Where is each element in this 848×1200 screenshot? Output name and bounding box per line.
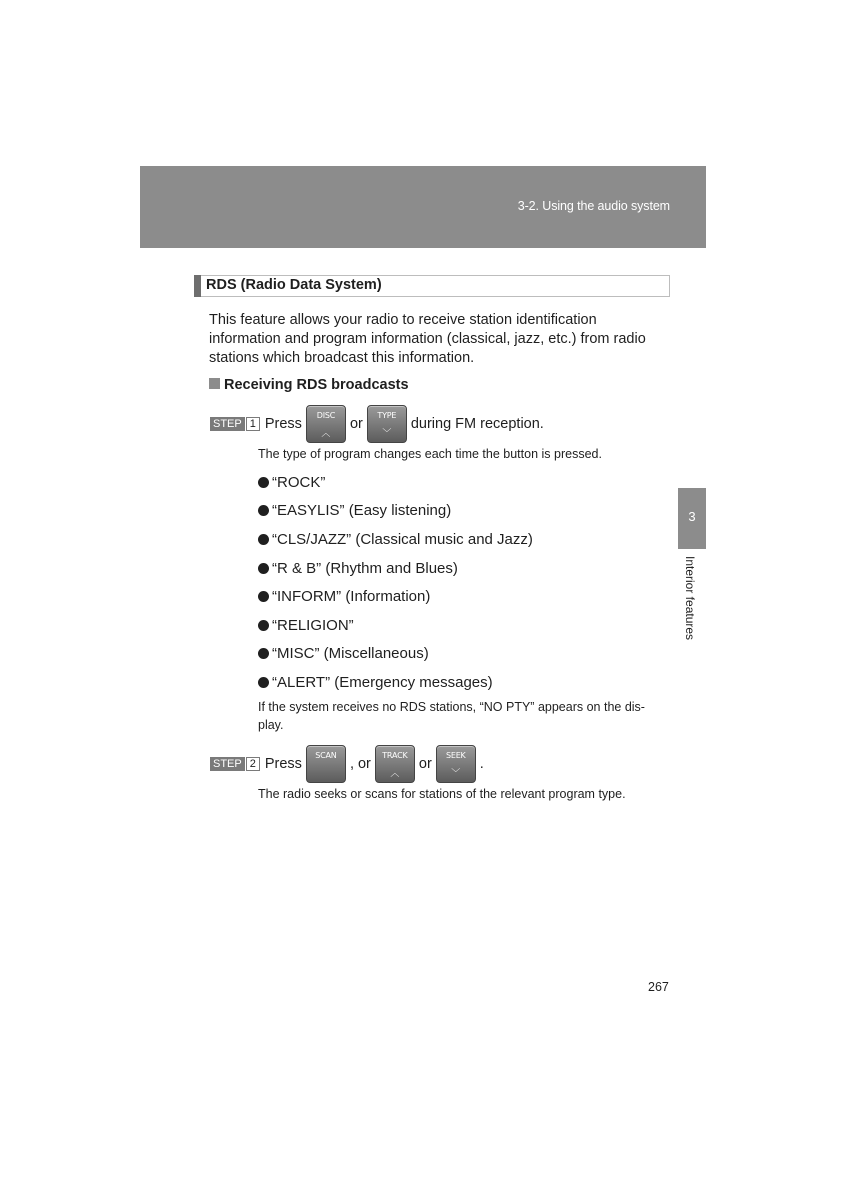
subheading-text: Receiving RDS broadcasts bbox=[224, 377, 409, 393]
header-band bbox=[140, 166, 706, 248]
type-button-icon: TYPE ﹀ bbox=[367, 405, 407, 443]
seek-button-icon: SEEK ﹀ bbox=[436, 745, 476, 783]
scan-button-icon: SCAN bbox=[306, 745, 346, 783]
section-heading bbox=[194, 275, 670, 297]
list-item: “ALERT” (Emergency messages) bbox=[258, 668, 533, 697]
disc-button-icon: DISC ︿ bbox=[306, 405, 346, 443]
heading-text: RDS (Radio Data System) bbox=[206, 277, 382, 293]
step-2-row bbox=[210, 745, 484, 783]
period-text: . bbox=[479, 756, 484, 772]
step-number: 2 bbox=[246, 757, 260, 771]
bullet-icon bbox=[258, 591, 269, 602]
program-type-list bbox=[258, 468, 533, 697]
bullet-icon bbox=[258, 505, 269, 516]
step-1-row bbox=[210, 405, 544, 443]
intro-paragraph: This feature allows your radio to receive station identification information and program information (classical, jazz, etc.) from radio stations which broadcast this information. bbox=[209, 312, 646, 366]
chapter-number: 3 bbox=[688, 509, 696, 524]
list-item: “INFORM” (Information) bbox=[258, 582, 533, 611]
no-pty-note: If the system receives no RDS stations, “NO PTY” appears on the dis-play. bbox=[258, 700, 645, 732]
square-bullet-icon bbox=[209, 378, 220, 389]
bullet-icon bbox=[258, 534, 269, 545]
page-number: 267 bbox=[648, 980, 669, 994]
subheading bbox=[209, 377, 409, 393]
bullet-icon bbox=[258, 563, 269, 574]
list-item: “CLS/JAZZ” (Classical music and Jazz) bbox=[258, 525, 533, 554]
or-text: or bbox=[418, 756, 432, 772]
step-2-badge bbox=[210, 757, 260, 771]
bullet-icon bbox=[258, 477, 269, 488]
step-number: 1 bbox=[246, 417, 260, 431]
bullet-icon bbox=[258, 677, 269, 688]
heading-accent-bar bbox=[194, 275, 201, 297]
list-item: “MISC” (Miscellaneous) bbox=[258, 640, 533, 669]
list-item: “ROCK” bbox=[258, 468, 533, 497]
step-2-note: The radio seeks or scans for stations of the relevant program type. bbox=[258, 787, 626, 801]
track-button-icon: TRACK ︿ bbox=[375, 745, 415, 783]
step-label: STEP bbox=[210, 417, 245, 431]
list-item: “EASYLIS” (Easy listening) bbox=[258, 497, 533, 526]
chapter-tab bbox=[678, 488, 706, 549]
step-1-badge bbox=[210, 417, 260, 431]
press-text: Press bbox=[264, 416, 302, 432]
step-1-note: The type of program changes each time the button is pressed. bbox=[258, 447, 602, 461]
comma-or-text: , or bbox=[349, 756, 371, 772]
bullet-icon bbox=[258, 648, 269, 659]
list-item: “RELIGION” bbox=[258, 611, 533, 640]
section-title: 3-2. Using the audio system bbox=[517, 199, 670, 213]
bullet-icon bbox=[258, 620, 269, 631]
or-text: or bbox=[349, 416, 363, 432]
chapter-label: Interior features bbox=[683, 556, 697, 641]
press-text: Press bbox=[264, 756, 302, 772]
step-1-suffix: during FM reception. bbox=[410, 416, 544, 432]
list-item: “R & B” (Rhythm and Blues) bbox=[258, 554, 533, 583]
step-label: STEP bbox=[210, 757, 245, 771]
